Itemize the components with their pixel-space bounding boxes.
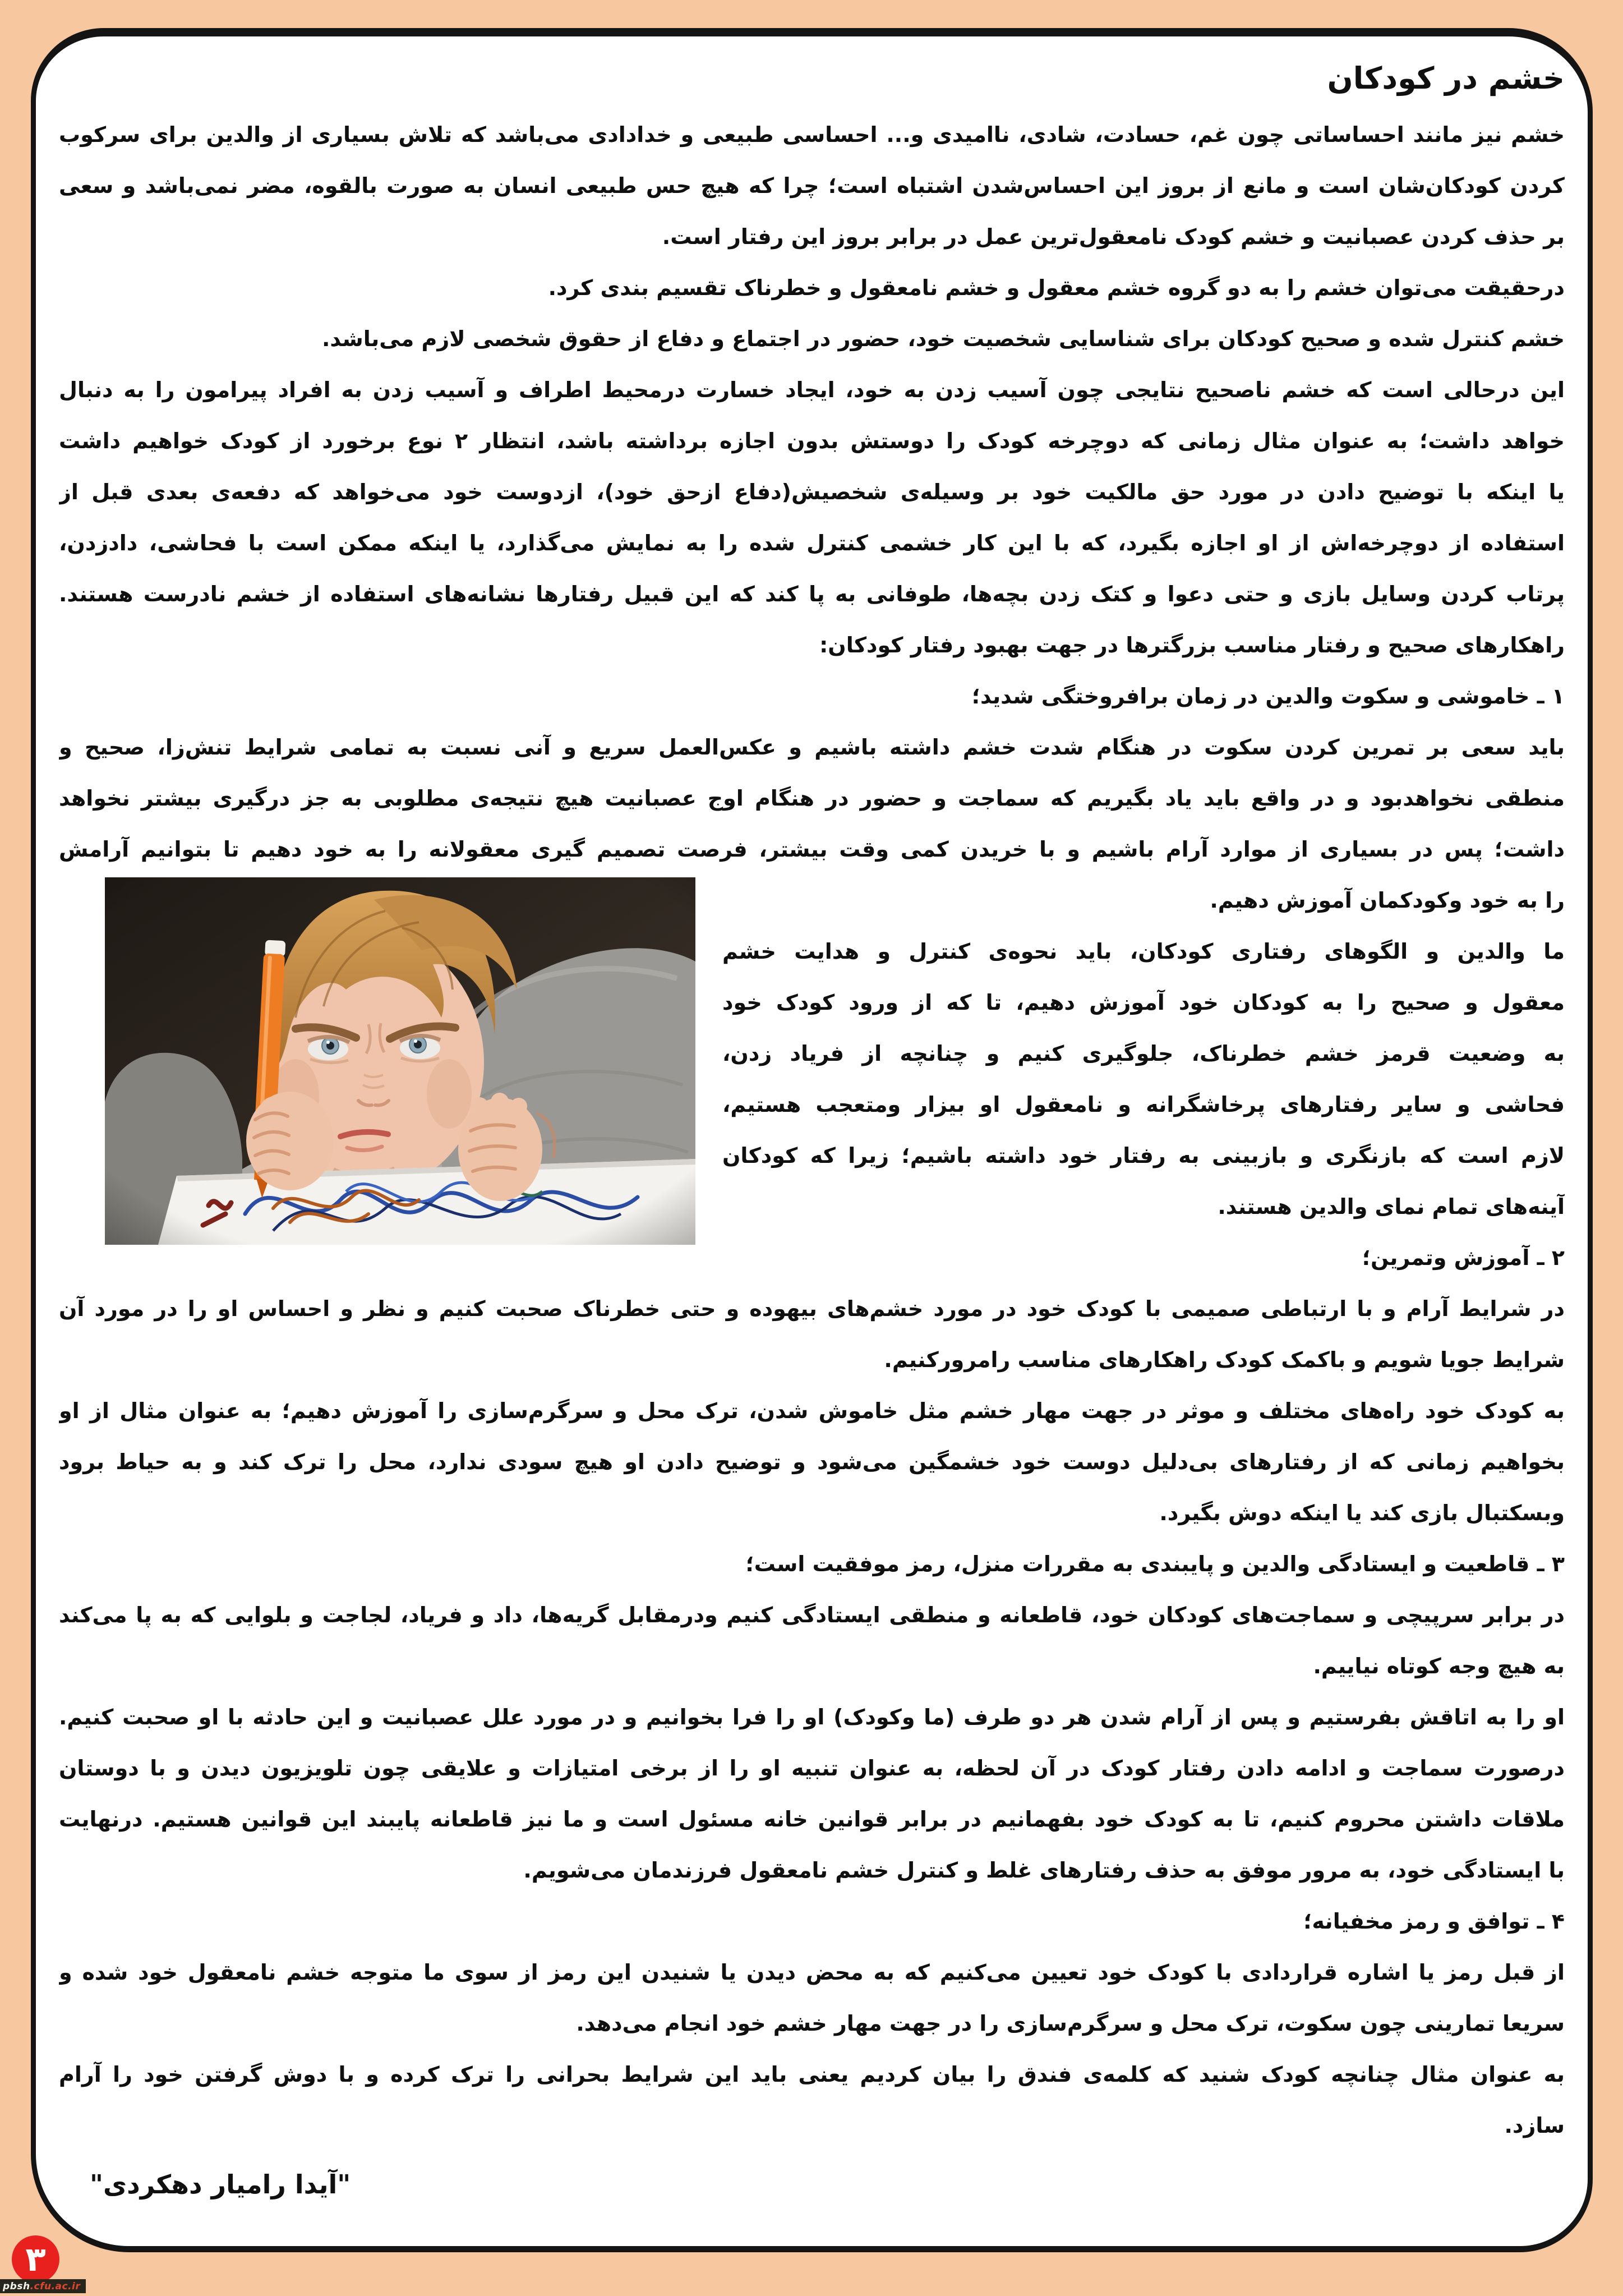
text-line: او را به اتاقش بفرستیم و پس از آرام شدن هر دو طرف (ما وکودک) او را فرا بخوانیم و در مورد علل عصبانیت و این حادثه با او صحبت کنیم.: [59, 1705, 1565, 1729]
text-line: به کودک خود راه‌های مختلف و موثر در جهت مهار خشم مثل خاموش شدن، ترک محل و سرگرم‌سازی را آموزش دهیم؛ به عنوان مثال از او: [59, 1398, 1565, 1423]
text-line: ۳ ـ قاطعیت و ایستادگی والدین و پایبندی به مقررات منزل، رمز موفقیت است؛: [745, 1552, 1565, 1576]
angry-child-illustration: [105, 877, 695, 1245]
text-line: را به خود وکودکمان آموزش دهیم.: [1210, 888, 1565, 913]
page-number: ۳: [25, 2239, 46, 2279]
text-line: استفاده از دوچرخه‌اش از او اجازه بگیرد، که با این کار خشمی کنترل شده را به نمایش می‌گذارد، یا اینکه ممکن است با فحاشی، دادزدن،: [59, 531, 1565, 555]
text-line: لازم است که بازنگری و بازبینی به رفتار خود داشته باشیم؛ زیرا که کودکان: [722, 1143, 1565, 1168]
text-line: فحاشی و سایر رفتارهای پرخاشگرانه و نامعقول او بیزار ومتعجب هستیم،: [722, 1092, 1565, 1117]
watermark-suffix: .cfu.ac.ir: [30, 2280, 81, 2292]
text-line: معقول و صحیح را به کودکان خود آموزش دهیم، تا که از ورود کودک خود: [722, 990, 1565, 1015]
text-line: این درحالی است که خشم ناصحیح نتایجی چون آسیب زدن به خود، ایجاد خسارت درمحیط اطراف و آسیب زدن به افراد پیرامون را به دنبال: [59, 378, 1565, 402]
text-line: آینه‌های تمام نمای والدین هستند.: [1218, 1194, 1565, 1219]
text-line: به وضعیت قرمز خشم خطرناک، جلوگیری کنیم و چنانچه از فریاد زدن،: [722, 1041, 1565, 1066]
text-line: یا اینکه با توضیح دادن در مورد حق مالکیت خود بر وسیله‌ی شخصیش(دفاع ازحق خود)، ازدوست خود می‌خواهد که دفعه‌ی بعدی قبل از: [59, 480, 1565, 504]
text-line: در شرایط آرام و با ارتباطی صمیمی با کودک خود در مورد خشم‌های بیهوده و حتی خطرناک صحبت کنیم و نظر و احساس او را در مورد آن: [59, 1296, 1565, 1321]
text-line: درصورت سماجت و ادامه دادن رفتار کودک در آن لحظه، به عنوان تنبیه او را از برخی امتیازات و علایقی چون تلویزیون دیدن و با دوستان: [59, 1756, 1565, 1780]
text-line: داشت؛ پس در بسیاری از موارد آرام باشیم و با خریدن کمی وقت بیشتر، فرصت تصمیم گیری معقولانه را به خود دهیم تا بتوانیم آرامش: [59, 837, 1565, 862]
text-line: منطقی نخواهدبود و در واقع باید یاد بگیریم که سماجت و حضور در هنگام اوج عصبانیت هیچ نتیجه‌ی مطلوبی به جز درگیری بیشتر نخواهد: [59, 786, 1565, 811]
site-watermark: [0, 2279, 86, 2293]
text-line: خشم نیز مانند احساساتی چون غم، حسادت، شادی، ناامیدی و... احساسی طبیعی و خدادادی می‌باشد که تلاش بسیاری از والدین برای سرکوب: [59, 122, 1565, 147]
text-line: ۱ ـ خاموشی و سکوت والدین در زمان برافروختگی شدید؛: [971, 684, 1565, 708]
text-line: ۲ ـ آموزش وتمرین؛: [1362, 1245, 1565, 1270]
text-line: سازد.: [1504, 2113, 1565, 2138]
text-line: خشم کنترل شده و صحیح کودکان برای شناسایی شخصیت خود، حضور در اجتماع و دفاع از حقوق شخصی لازم می‌باشد.: [321, 326, 1565, 351]
text-line: ما والدین و الگوهای رفتاری کودکان، باید نحوه‌ی کنترل و هدایت خشم: [722, 939, 1565, 964]
text-line: به عنوان مثال چنانچه کودک شنید که کلمه‌ی فندق را بیان کردیم یعنی باید این شرایط بحرانی را ترک کرده و با دوش گرفتن خود را آرام: [59, 2062, 1565, 2087]
text-line: وبسکتبال بازی کند یا اینکه دوش بگیرد.: [1159, 1501, 1565, 1525]
angry-child-photo: [105, 877, 695, 1245]
text-line: ملاقات داشتن محروم کنیم، تا به کودک خود بفهمانیم در برابر قوانین خانه مسئول است و ما نیز قاطعانه پایبند این قوانین هستیم. درنهایت: [59, 1807, 1565, 1832]
text-line: بخواهیم زمانی که از رفتارهای بی‌دلیل دوست خود خشمگین می‌شود و توضیح دادن او هیچ سودی ندارد، محل را ترک کند و به حیاط برود: [59, 1450, 1565, 1474]
text-line: راهکارهای صحیح و رفتار مناسب بزرگترها در جهت بهبود رفتار کودکان:: [819, 633, 1565, 657]
text-line: باید سعی بر تمرین کردن سکوت در هنگام شدت خشم داشته باشیم و عکس‌العمل سریع و آنی نسبت به تمامی شرایط تنش‌زا، صحیح و: [59, 735, 1565, 760]
text-line: سریعا تمارینی چون سکوت، ترک محل و سرگرم‌سازی را در جهت مهار خشم خود انجام می‌دهد.: [576, 2011, 1565, 2036]
article-panel: [31, 28, 1593, 2252]
text-line: درحقیقت می‌توان خشم را به دو گروه خشم معقول و خشم نامعقول و خطرناک تقسیم بندی کرد.: [548, 275, 1565, 300]
text-line: با ایستادگی خود، به مرور موفق به حذف رفتارهای غلط و کنترل خشم نامعقول فرزندمان می‌شویم.: [523, 1858, 1565, 1883]
author-signature: "آیدا رامیار دهکردی": [90, 2169, 351, 2200]
text-line: ۴ ـ توافق و رمز مخفیانه؛: [1303, 1909, 1565, 1934]
article-body: [59, 109, 1565, 2210]
watermark-prefix: pbsh: [3, 2280, 30, 2292]
text-line: در برابر سرپیچی و سماجت‌های کودکان خود، قاطعانه و منطقی ایستادگی کنیم ودرمقابل گریه‌ها، داد و فریاد، لجاجت و بلوایی که به پا می‌کند: [59, 1603, 1565, 1627]
text-line: کردن کودکان‌شان است و مانع از بروز این احساس‌شدن اشتباه است؛ چرا که هیچ حس طبیعی انسان به صورت بالقوه، مضر نمی‌باشد و سعی: [59, 173, 1565, 198]
text-line: از قبل رمز یا اشاره قراردادی با کودک خود تعیین می‌کنیم که به محض دیدن یا شنیدن این رمز از سوی ما متوجه خشم نامعقول خود شده و: [59, 1960, 1565, 1985]
page-number-badge: [12, 2235, 59, 2283]
text-line: به هیچ وجه کوتاه نیاییم.: [1313, 1654, 1565, 1678]
text-line: خواهد داشت؛ به عنوان مثال زمانی که دوچرخه کودک را دوستش بدون اجازه برداشته باشد، انتظار ۲ نوع برخورد از کودک خواهیم داشت: [59, 429, 1565, 453]
page-title: خشم در کودکان: [1327, 61, 1565, 96]
text-line: بر حذف کردن عصبانیت و خشم کودک نامعقول‌ترین عمل در برابر بروز این رفتار است.: [662, 224, 1565, 249]
text-line: شرایط جویا شویم و باکمک کودک راهکارهای مناسب رامرورکنیم.: [884, 1347, 1565, 1372]
text-line: پرتاب کردن وسایل بازی و حتی دعوا و کتک زدن بچه‌ها، طوفانی به پا کند که این قبیل رفتارها نشانه‌های استفاده از خشم نادرست هستند.: [59, 582, 1565, 606]
